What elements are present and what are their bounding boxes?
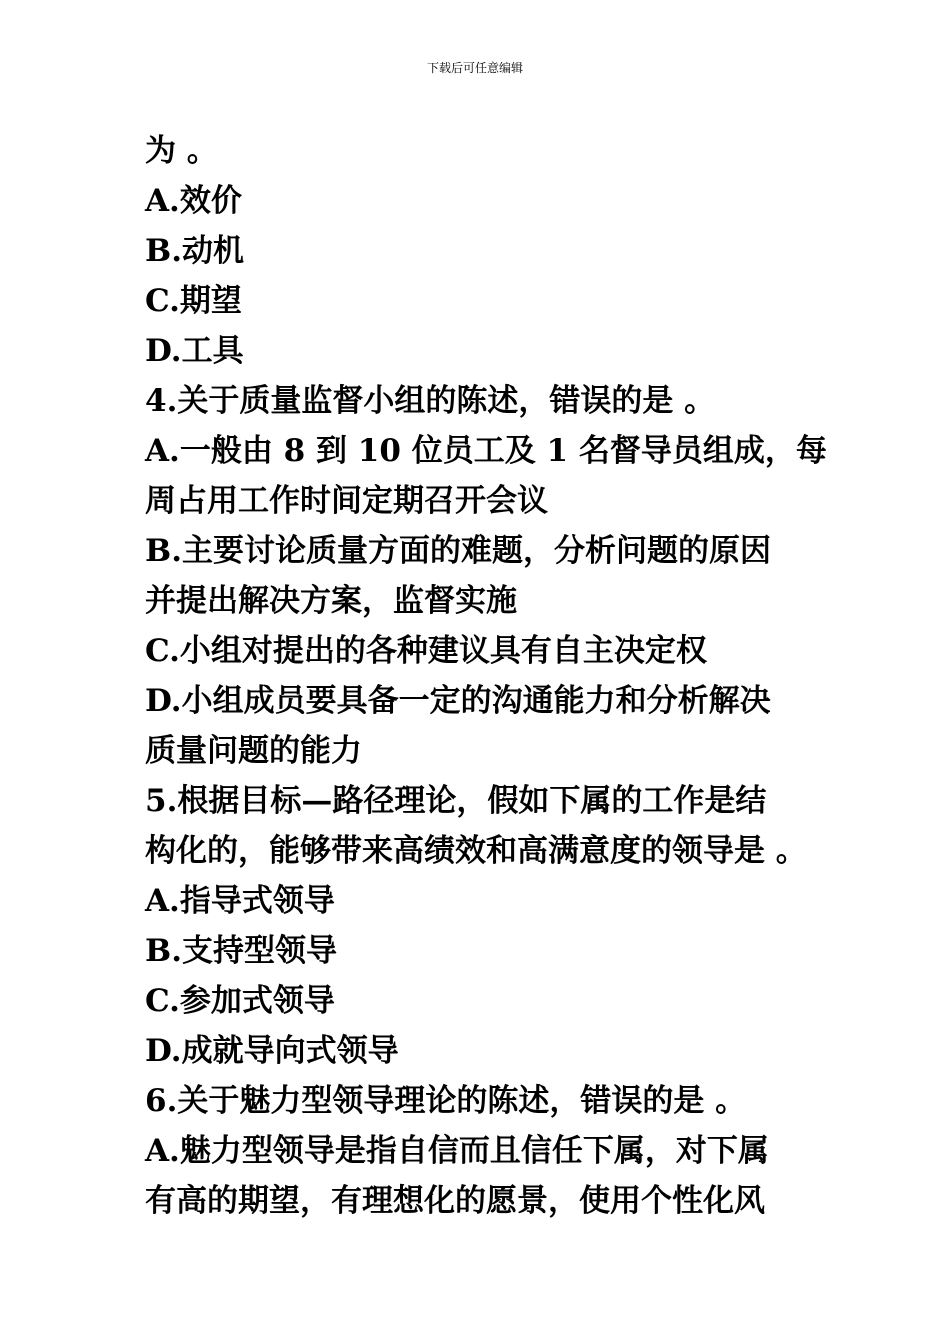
- option-4b-line-2: 并提出解决方案，监督实施: [145, 583, 517, 619]
- option-3b: B.动机: [145, 233, 244, 269]
- option-4d-line-1: D.小组成员要具备一定的沟通能力和分析解决: [145, 683, 771, 719]
- option-3c: C.期望: [145, 283, 242, 319]
- option-5d: D.成就导向式领导: [145, 1033, 399, 1069]
- option-5b: B.支持型领导: [145, 933, 337, 969]
- option-4a-line-1: A.一般由 8 到 10 位员工及 1 名督导员组成，每: [145, 433, 827, 469]
- option-3a: A.效价: [145, 183, 242, 219]
- option-6a-line-2: 有高的期望，有理想化的愿景，使用个性化风: [145, 1183, 765, 1219]
- option-4a-line-2: 周占用工作时间定期召开会议: [145, 483, 548, 519]
- question-4-stem: 4.关于质量监督小组的陈述，错误的是 。: [145, 383, 716, 419]
- question-6-stem: 6.关于魅力型领导理论的陈述，错误的是 。: [145, 1083, 747, 1119]
- option-6a-line-1: A.魅力型领导是指自信而且信任下属，对下属: [145, 1133, 769, 1169]
- page-header: 下载后可任意编辑: [426, 61, 523, 75]
- option-4b-line-1: B.主要讨论质量方面的难题，分析问题的原因: [145, 533, 771, 569]
- option-4d-line-2: 质量问题的能力: [145, 733, 362, 769]
- option-5a: A.指导式领导: [145, 883, 335, 919]
- question-5-stem-line-2: 构化的，能够带来高绩效和高满意度的领导是 。: [145, 833, 807, 869]
- question-5-stem-line-1: 5.根据目标—路径理论，假如下属的工作是结: [145, 783, 767, 819]
- option-4c: C.小组对提出的各种建议具有自主决定权: [145, 633, 707, 669]
- question-3-stem-end: 为 。: [145, 133, 218, 169]
- option-5c: C.参加式领导: [145, 983, 335, 1019]
- option-3d: D.工具: [145, 333, 244, 369]
- document-body: [145, 126, 825, 1226]
